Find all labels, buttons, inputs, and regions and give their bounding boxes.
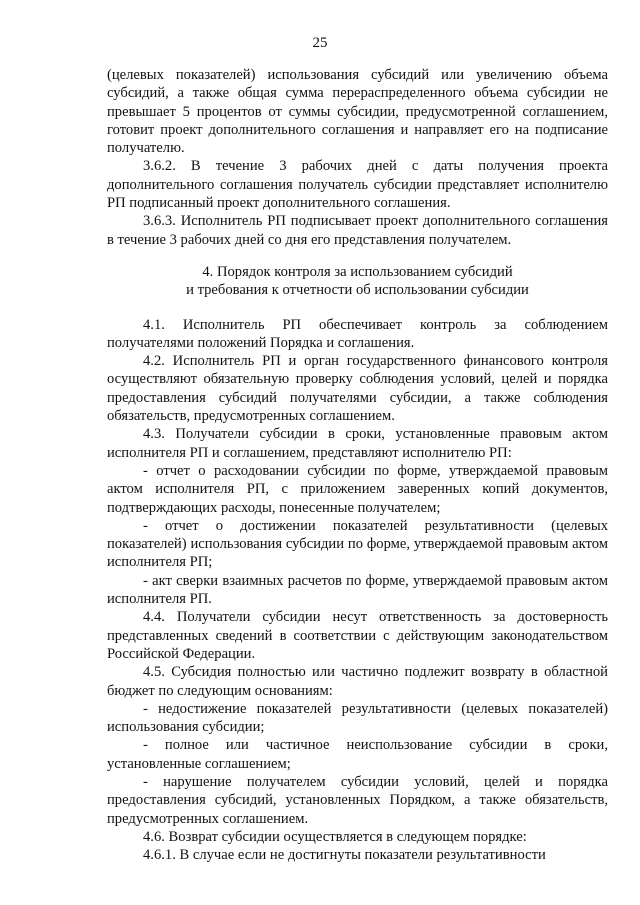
paragraph-continuation: (целевых показателей) использования субсидий или увеличению объема субсидий, а также общая сумма перераспределенного объема субсидии не превышает 5 процентов от суммы субсидии, предусмотренной соглашением, готовит проект дополнительного соглашения и направляет его на подписание получателю.: [107, 67, 608, 157]
page-number: 25: [312, 35, 328, 51]
list-item-performance-report: - отчет о достижении показателей результативности (целевых показателей) использования субсидии по форме, утверждаемой правовым актом исполнителя РП;: [107, 517, 608, 571]
list-item-unused: - полное или частичное неиспользование субсидии в сроки, установленные соглашением;: [107, 737, 608, 772]
paragraph-3-6-3: 3.6.3. Исполнитель РП подписывает проект дополнительного соглашения в течение 3 рабочих дней со дня его представления получателем.: [107, 213, 608, 248]
list-item-expense-report: - отчет о расходовании субсидии по форме, утверждаемой правовым актом исполнителя РП, с приложением заверенных копий документов, подтверждающих расходы, понесенные получателем;: [107, 462, 608, 516]
paragraph-4-2: 4.2. Исполнитель РП и орган государственного финансового контроля осуществляют обязательную проверку соблюдения условий, целей и порядка предоставления субсидий получателями субсидии, а также соблюдения обязательств, предусмотренных соглашением.: [107, 353, 608, 425]
paragraph-4-5: 4.5. Субсидия полностью или частично подлежит возврату в областной бюджет по следующим основаниям:: [107, 664, 608, 699]
section-heading: [107, 263, 608, 300]
paragraph-4-1: 4.1. Исполнитель РП обеспечивает контроль за соблюдением получателями положений Порядка и соглашения.: [107, 316, 608, 351]
paragraph-3-6-2: 3.6.2. В течение 3 рабочих дней с даты получения проекта дополнительного соглашения получатель субсидии представляет исполнителю РП подписанный проект дополнительного соглашения.: [107, 158, 608, 212]
paragraph-4-6-1: 4.6.1. В случае если не достигнуты показатели результативности: [143, 847, 546, 864]
section-heading-line-1: 4. Порядок контроля за использованием субсидий: [202, 263, 513, 280]
list-item-violation: - нарушение получателем субсидии условий, целей и порядка предоставления субсидий, установленных Порядком, а также обязательств, предусмотренных соглашением.: [107, 773, 608, 827]
section-heading-line-2: и требования к отчетности об использовании субсидии: [186, 282, 529, 299]
paragraph-4-6: 4.6. Возврат субсидии осуществляется в следующем порядке:: [143, 828, 527, 845]
list-item-not-achieved: - недостижение показателей результативности (целевых показателей) использования субсидии;: [107, 700, 608, 736]
paragraph-4-4: 4.4. Получатели субсидии несут ответственность за достоверность представленных сведений в соответствии с действующим законодательством Российской Федерации.: [107, 609, 608, 662]
list-item-reconciliation-act: - акт сверки взаимных расчетов по форме, утверждаемой правовым актом исполнителя РП.: [107, 572, 608, 608]
document-body: [107, 66, 608, 864]
paragraph-4-3: 4.3. Получатели субсидии в сроки, установленные правовым актом исполнителя РП и соглашением, представляют исполнителю РП:: [107, 426, 608, 461]
